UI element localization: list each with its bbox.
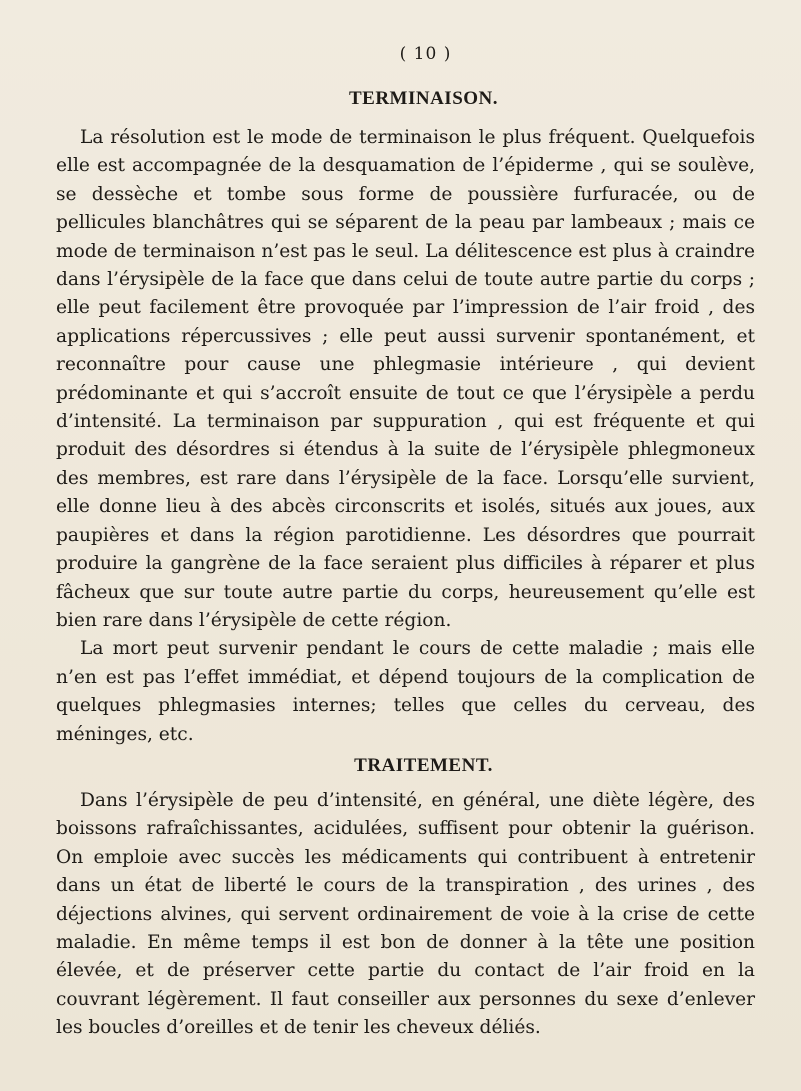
section-heading-terminaison: TERMINAISON. [348,88,499,109]
section-traitement [56,755,755,1043]
section-heading-traitement: TRAITEMENT. [354,754,493,776]
paragraph-traitement-1: Dans l’érysipèle de peu d’intensité, en général, une diète légère, des boissons rafraîchissantes, acidulées, suffisent pour obtenir la guérison. On emploie avec succès les médicaments qui contribuent à entretenir dans un état de liberté le cours de la transpiration , des urines , des déjections alvines, qui servent ordinairement de voie à la crise de cette maladie. En même temps il est bon de donner à la tête une position élevée, et de préserver cette partie du contact de l’air froid en la couvrant légèrement. Il faut conseiller aux personnes du sexe d’enlever les boucles d’oreilles et de tenir les cheveux déliés. [56,789,755,1039]
paragraph-terminaison-2: La mort peut survenir pendant le cours de cette maladie ; mais elle n’en est pas l’effet immédiat, et dépend toujours de la complication de quelques phlegmasies internes; telles que celles du cerveau, des méninges, etc. [56,638,755,745]
paragraph-terminaison-1: La résolution est le mode de terminaison le plus fréquent. Quelquefois elle est accompagnée de la desquamation de l’épiderme , qui se soulève, se dessèche et tombe sous forme de poussière furfuracée, ou de pellicules blanchâtres qui se séparent de la peau par lambeaux ; mais ce mode de terminaison n’est pas le seul. La délitescence est plus à craindre dans l’érysipèle de la face que dans celui de toute autre partie du corps ; elle peut facilement être provoquée par l’impression de l’air froid , des applications répercussives ; elle peut aussi survenir spontanément, et reconnaître pour cause une phlegmasie intérieure , qui devient prédominante et qui s’accroît ensuite de tout ce que l’érysipèle a perdu d’intensité. La terminaison par suppuration , qui est fréquente et qui produit des désordres si étendus à la suite de l’érysipèle phlegmoneux des membres, est rare dans l’érysipèle de la face. Lorsqu’elle survient, elle donne lieu à des abcès circonscrits et isolés, situés aux joues, aux paupières et dans la région parotidienne. Les désordres que pourrait produire la gangrène de la face seraient plus difficiles à réparer et plus fâcheux que sur toute autre partie du corps, heureusement qu’elle est bien rare dans l’érysipèle de cette région. [56,127,755,631]
page-number: ( 10 ) [399,44,452,64]
section-terminaison [56,88,755,749]
